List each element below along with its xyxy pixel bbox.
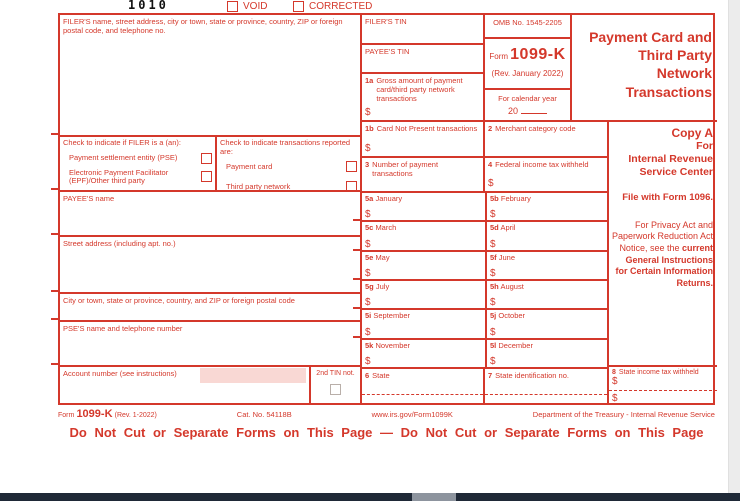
account-number-label: Account number (see instructions) [63,369,177,378]
box-number: 5d [490,223,499,233]
state-id-divider-line [485,394,607,395]
dollar-sign: $ [365,268,371,279]
dollar-sign: $ [490,356,496,367]
border-tick [353,249,360,251]
box-7-number: 7 [488,371,493,380]
dollar-sign: $ [488,178,494,189]
border-tick [51,233,58,235]
bottom-window-edge [0,493,740,501]
box-8-label: State income tax withheld [618,369,699,376]
right-scroll-strip[interactable] [728,0,740,501]
month-box-5g[interactable] [362,279,485,308]
box-number: 5b [490,194,499,203]
calendar-year-cell[interactable] [483,88,570,120]
box-label: October [498,311,526,321]
form-word: Form [489,52,509,61]
copy-a-irs-line: Internal Revenue [628,152,713,165]
filer-tin-field[interactable] [360,15,483,43]
month-box-5h[interactable] [485,279,609,308]
copy-a-for: For [696,140,713,153]
dollar-sign: $ [365,297,371,309]
filer-type-header: Check to indicate if FILER is a (an): [63,138,181,147]
box-number: 5g [365,282,374,291]
form-title-line: Transactions [625,83,712,100]
dollar-sign: $ [490,268,496,279]
box-8-number: 8 [612,369,616,376]
box-number: 5a [365,194,374,203]
month-box-5i[interactable] [362,308,485,337]
box-number: 5c [365,223,374,233]
box-number: 5h [490,282,499,291]
filer-type-section [60,135,215,190]
box-number: 5l [490,340,497,350]
catalog-number: Cat. No. 54118B [236,410,292,419]
filer-name-field[interactable] [60,15,360,135]
month-box-5e[interactable] [362,250,485,279]
box-number: 5e [365,252,374,262]
box-4-federal-tax-withheld[interactable] [483,156,607,191]
corrected-checkbox[interactable] [293,1,304,12]
border-tick [51,188,58,190]
copy-a-panel [607,120,717,365]
pse-option-label: Payment settlement entity (PSE) [69,153,178,162]
border-tick [353,278,360,280]
form-number: 1099-K [510,46,566,63]
payment-card-option-label: Payment card [226,161,273,171]
dollar-sign: $ [612,376,618,387]
box-label: March [375,223,397,233]
form-title-line: Payment Card and [589,29,712,45]
month-box-5a[interactable] [362,191,485,220]
epf-option-label: Electronic Payment Facilitator (EPF)/Other third party [69,167,169,185]
box-3-number: 3 [365,160,370,169]
box-label: February [500,194,531,203]
box-label: April [500,223,516,233]
filer-tin-label: FILER'S TIN [365,17,407,26]
dollar-sign: $ [490,326,496,338]
treasury-department-label: Department of the Treasury - Internal Revenue Service [532,410,715,419]
box-1a-label: Gross amount of payment card/third party network transactions [376,76,463,103]
third-party-network-option-label: Third party network [226,181,291,191]
do-not-cut-banner [58,425,715,440]
form-title-line: Network [656,65,712,82]
month-box-5f[interactable] [485,250,609,279]
box-1a-number: 1a [365,76,374,85]
dollar-sign: $ [365,356,371,367]
pse-name-field[interactable] [60,320,360,365]
box-6-state[interactable] [360,367,483,405]
box-number: 5j [490,311,497,321]
void-label: VOID [243,1,268,12]
calendar-year-blank[interactable] [521,113,547,114]
month-box-5l[interactable] [485,338,609,367]
account-number-field[interactable] [60,365,309,405]
dollar-sign: $ [490,238,496,250]
box-1a-gross-amount[interactable] [360,72,483,120]
dash-separator: — [380,425,393,440]
box-label: December [498,340,533,350]
city-label: City or town, state or province, country, and ZIP or foreign postal code [63,296,295,305]
box-label: January [375,194,403,203]
border-tick [51,290,58,292]
box-label: June [498,252,516,262]
box-label: May [375,252,390,262]
box-label: September [373,311,411,321]
pse-checkbox[interactable] [201,153,212,164]
payee-name-field[interactable] [60,190,360,235]
box-2-label: Merchant category code [495,124,576,133]
dollar-sign: $ [365,209,371,221]
do-not-cut-text: Do Not Cut or Separate Forms on This Page [400,425,704,440]
month-box-5b[interactable] [485,191,609,220]
filer-name-label: FILER'S name, street address, city or town, state or province, country, ZIP or foreign postal code, and telephone no. [63,17,343,35]
box-label: August [500,282,524,291]
pse-name-label: PSE'S name and telephone number [63,324,183,333]
corrected-label: CORRECTED [309,1,373,12]
box-6-number: 6 [365,371,370,380]
border-tick [353,365,360,367]
bottom-edge-segment [412,493,456,501]
month-box-5c[interactable] [362,220,485,249]
box-1b-number: 1b [365,124,374,133]
file-with-1096: File with Form 1096. [622,192,713,204]
dollar-sign: $ [365,238,371,250]
border-tick [353,307,360,309]
box-8-state-tax-withheld[interactable] [607,365,717,405]
second-tin-label: 2nd TIN not. [316,370,355,377]
state-divider-line [362,394,483,395]
irs-url-link[interactable]: www.irs.gov/Form1099K [371,410,453,419]
street-address-label: Street address (including apt. no.) [63,239,176,248]
dollar-sign: $ [365,107,371,118]
copy-a-label: Copy A [671,126,713,140]
calendar-year-label: For calendar year [498,94,557,103]
street-address-field[interactable] [60,235,360,292]
footer-form-word: Form [58,412,75,419]
box-number: 5f [490,252,497,262]
box-label: November [375,340,411,350]
dollar-sign: $ [612,393,618,404]
omb-number: OMB No. 1545-2205 [493,18,562,27]
box-6-label: State [372,371,390,380]
top-strip [0,0,740,14]
footer-form-id [58,408,157,420]
box-2-merchant-category[interactable] [483,120,607,156]
epf-checkbox[interactable] [201,171,212,182]
box-3-number-of-transactions[interactable] [360,156,483,191]
transaction-type-header: Check to indicate transactions reported are: [220,138,351,156]
copy-a-service-center: Service Center [639,165,713,178]
payee-tin-label: PAYEE'S TIN [365,47,410,56]
border-tick [353,219,360,221]
border-tick [51,363,58,365]
footer-form-number: 1099-K [76,408,113,420]
box-7-state-id[interactable] [483,367,607,405]
form-scan-code: 1010 [128,0,169,12]
border-tick [51,133,58,135]
box-label: July [375,282,390,291]
month-box-5k[interactable] [362,338,485,367]
month-box-5j[interactable] [485,308,609,337]
form-revision: (Rev. January 2022) [491,69,564,79]
dollar-sign: $ [490,297,496,309]
calendar-year-prefix: 20 [507,106,518,116]
box-number: 5k [365,340,374,350]
payee-name-label: PAYEE'S name [63,194,115,203]
border-tick [353,336,360,338]
account-number-highlight[interactable] [200,368,306,383]
privacy-text-regular: For Privacy Act and Paperwork Reduction Act Notice, see the [611,219,713,253]
payee-tin-field[interactable] [360,43,483,72]
footer-revision: (Rev. 1-2022) [114,412,157,419]
transaction-type-section [215,135,360,190]
month-box-5d[interactable] [485,220,609,249]
form-1099k [58,13,715,405]
second-tin-cell [309,365,360,405]
privacy-act-notice [611,220,713,290]
box-1b-card-not-present[interactable] [360,120,483,156]
monthly-amounts-grid [360,191,607,367]
void-checkbox[interactable] [227,1,238,12]
box-3-label: Number of payment transactions [372,160,439,178]
box-4-label: Federal income tax withheld [495,160,589,169]
dollar-sign: $ [490,209,496,221]
omb-number-cell [483,15,570,37]
box-2-number: 2 [488,124,493,133]
box-number: 5i [365,311,372,321]
second-tin-checkbox[interactable] [330,384,341,395]
dollar-sign: $ [365,326,371,338]
box-4-number: 4 [488,160,493,169]
form-footer [58,408,715,420]
state-tax-divider-line [609,390,717,391]
border-tick [51,318,58,320]
form-title [570,15,717,120]
box-1b-label: Card Not Present transactions [376,124,478,133]
box-7-label: State identification no. [495,371,569,380]
dollar-sign: $ [365,143,371,154]
city-field[interactable] [60,292,360,320]
form-number-cell [483,37,570,88]
form-title-line: Third Party [638,47,712,64]
payment-card-checkbox[interactable] [346,161,357,172]
privacy-text-bold: current General Instructions for Certain Information Returns. [615,242,713,288]
do-not-cut-text: Do Not Cut or Separate Forms on This Page [69,425,373,440]
